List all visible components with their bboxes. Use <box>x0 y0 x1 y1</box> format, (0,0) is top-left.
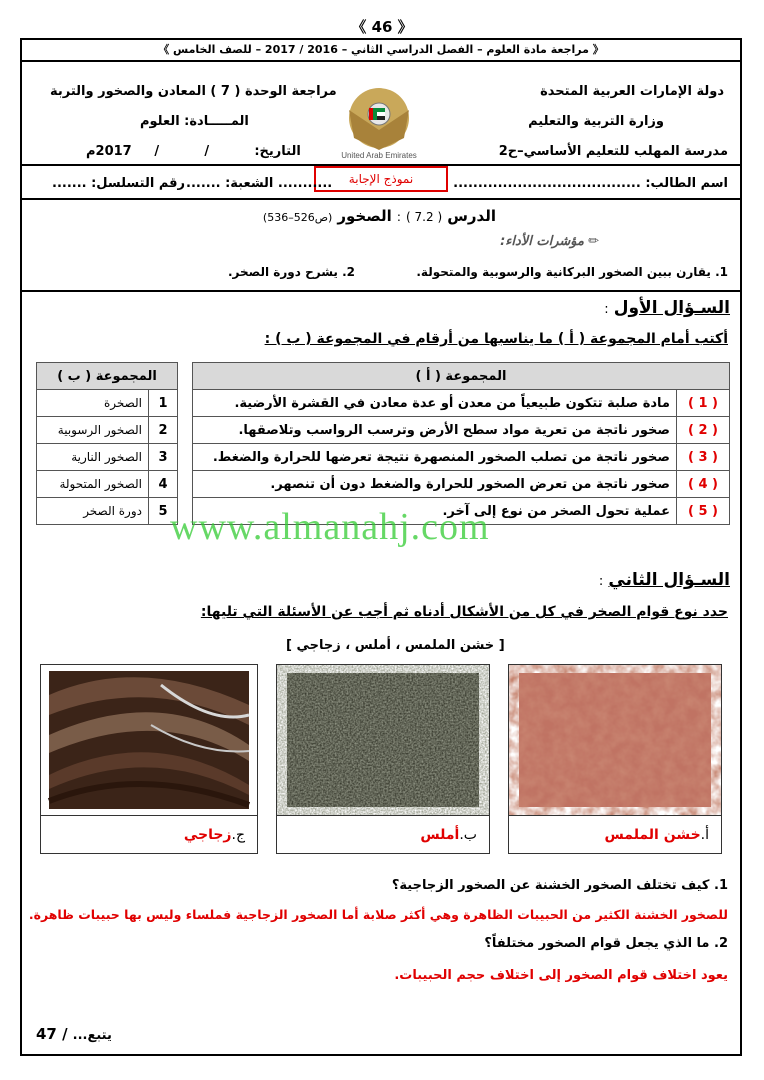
answer-model-badge: نموذج الإجابة <box>314 166 448 192</box>
rock-image-c <box>40 664 258 816</box>
unit-review: مراجعة الوحدة ( 7 ) المعادن والصخور والتربة <box>50 84 337 99</box>
table-row <box>37 390 178 417</box>
table-row <box>37 444 178 471</box>
term-cell: الصخرة <box>37 390 149 417</box>
group-a-header: المجموعة ( أ ) <box>193 363 730 390</box>
table-row <box>193 444 730 471</box>
answer-cell: ( 1 ) <box>677 390 730 417</box>
indicator-1: 1. يقارن ببين الصخور البركانية والرسوبية والمتحولة. <box>416 265 728 279</box>
banner: 《 مراجعة مادة العلوم – الفصل الدراسي الثاني – 2016 / 2017 – للصف الخامس 》 <box>158 43 604 56</box>
statement-cell: صخور ناتجة من تصلب الصخور المنصهرة نتيجة تعرضها للحرارة والضغط. <box>193 444 677 471</box>
statement-cell: صخور ناتجة من تعرية مواد سطح الأرض وترسب الرواسب وتلاصقها. <box>193 417 677 444</box>
answer-cell: ( 3 ) <box>677 444 730 471</box>
table-row <box>193 471 730 498</box>
group-a-table <box>192 362 730 525</box>
table-row <box>37 417 178 444</box>
table-row <box>37 498 178 525</box>
caption-b <box>276 816 490 854</box>
number-cell: 3 <box>149 444 178 471</box>
logo-caption: United Arab Emirates <box>341 151 417 160</box>
q2-heading-line <box>599 570 730 590</box>
q1-heading: السـؤال الأول <box>613 298 730 318</box>
caption-c-answer: زجاجي <box>183 826 232 843</box>
q2-heading: السـؤال الثاني <box>608 570 730 590</box>
indicators-title-text: مؤشرات الأداء: <box>500 234 584 249</box>
q2-instruction: حدد نوع قوام الصخر في كل من الأشكال أدناه ثم أجب عن الأسئلة التي تليها: <box>200 604 728 620</box>
group-b-table <box>36 362 178 525</box>
serial-field: رقم التسلسل: ....... <box>52 176 186 191</box>
pen-icon: ✏ <box>588 234 599 249</box>
term-cell: الصخور النارية <box>37 444 149 471</box>
number-cell: 5 <box>149 498 178 525</box>
continue-label: يتبع... <box>72 1028 112 1043</box>
caption-c-letter: ج. <box>231 826 245 843</box>
lesson-pages: (ص526–536) <box>262 211 333 224</box>
caption-a <box>508 816 722 854</box>
caption-a-letter: أ. <box>700 826 709 843</box>
q1-instruction: أكتب أمام المجموعة ( أ ) ما يناسبها من أرقام في المجموعة ( ب ) : <box>264 331 728 347</box>
student-divider <box>20 198 742 200</box>
term-cell: دورة الصخر <box>37 498 149 525</box>
q2-question-1: 1. كيف تختلف الصخور الخشنة عن الصخور الزجاجية؟ <box>391 878 728 893</box>
table-row <box>37 471 178 498</box>
watermark: www.almanahj.com <box>170 506 490 548</box>
banner-divider <box>20 60 742 62</box>
caption-b-answer: أملس <box>420 826 460 843</box>
number-cell: 1 <box>149 390 178 417</box>
table-row <box>193 390 730 417</box>
q2-colon: : <box>598 574 604 589</box>
indicators-title <box>500 234 599 249</box>
statement-cell: مادة صلبة تتكون طبيعياً من معدن أو عدة معادن في القشرة الأرضية. <box>193 390 677 417</box>
caption-c <box>40 816 258 854</box>
country-name: دولة الإمارات العربية المتحدة <box>540 84 724 99</box>
group-b-header: المجموعة ( ب ) <box>37 363 178 390</box>
rock-image-b <box>276 664 490 816</box>
statement-cell: عملية تحول الصخر من نوع إلى آخر. <box>193 498 677 525</box>
page-number-top: 《 46 》 <box>351 18 413 36</box>
statement-cell: صخور ناتجة من تعرض الصخور للحرارة والضغط دون أن تنصهر. <box>193 471 677 498</box>
lesson-line <box>260 206 496 225</box>
section-field: ........... الشعبة: ....... <box>186 176 333 191</box>
caption-b-letter: ب. <box>459 826 477 843</box>
ministry-name: وزارة التربية والتعليم <box>528 114 664 129</box>
number-cell: 4 <box>149 471 178 498</box>
term-cell: الصخور الرسوبية <box>37 417 149 444</box>
page-number-bottom: / 47 <box>36 1025 68 1043</box>
subject: المـــــادة: العلوم <box>140 114 249 129</box>
uae-emblem-icon <box>338 80 420 160</box>
lesson-divider <box>20 290 742 292</box>
indicator-2: 2. يشرح دورة الصخر. <box>228 265 356 279</box>
student-name-field: اسم الطالب: ...................................... <box>453 176 728 191</box>
footer <box>36 1024 112 1043</box>
rock-image-a <box>508 664 722 816</box>
number-cell: 2 <box>149 417 178 444</box>
lesson-title: الصخور <box>337 207 392 225</box>
term-cell: الصخور المتحولة <box>37 471 149 498</box>
q1-heading-line <box>604 298 730 318</box>
date: التاريخ: / / 2017م <box>86 144 301 159</box>
school-name: مدرسة المهلب للتعليم الأساسي–ح2 <box>498 144 728 159</box>
q1-colon: : <box>604 302 609 317</box>
q2-answer-2: يعود اختلاف قوام الصخور إلى اختلاف حجم الحبيبات. <box>394 968 728 983</box>
lesson-number: ( 7.2 ) <box>406 210 443 224</box>
answer-cell: ( 5 ) <box>677 498 730 525</box>
q2-answer-1: للصخور الخشنة الكثير من الحبيبات الظاهرة وهي أكثر صلابة أما الصخور الزجاجية فملساء وليس بها حبيبات ظاهرة. <box>28 907 728 922</box>
caption-a-answer: خشن الملمس <box>604 826 701 843</box>
lesson-colon: : <box>396 210 401 224</box>
answer-cell: ( 2 ) <box>677 417 730 444</box>
q2-question-2: 2. ما الذي يجعل قوام الصخور مختلفاً؟ <box>484 936 728 951</box>
lesson-label: الدرس <box>447 207 496 225</box>
texture-options: [ خشن الملمس ، أملس ، زجاجي ] <box>286 638 505 653</box>
table-row <box>193 417 730 444</box>
answer-cell: ( 4 ) <box>677 471 730 498</box>
